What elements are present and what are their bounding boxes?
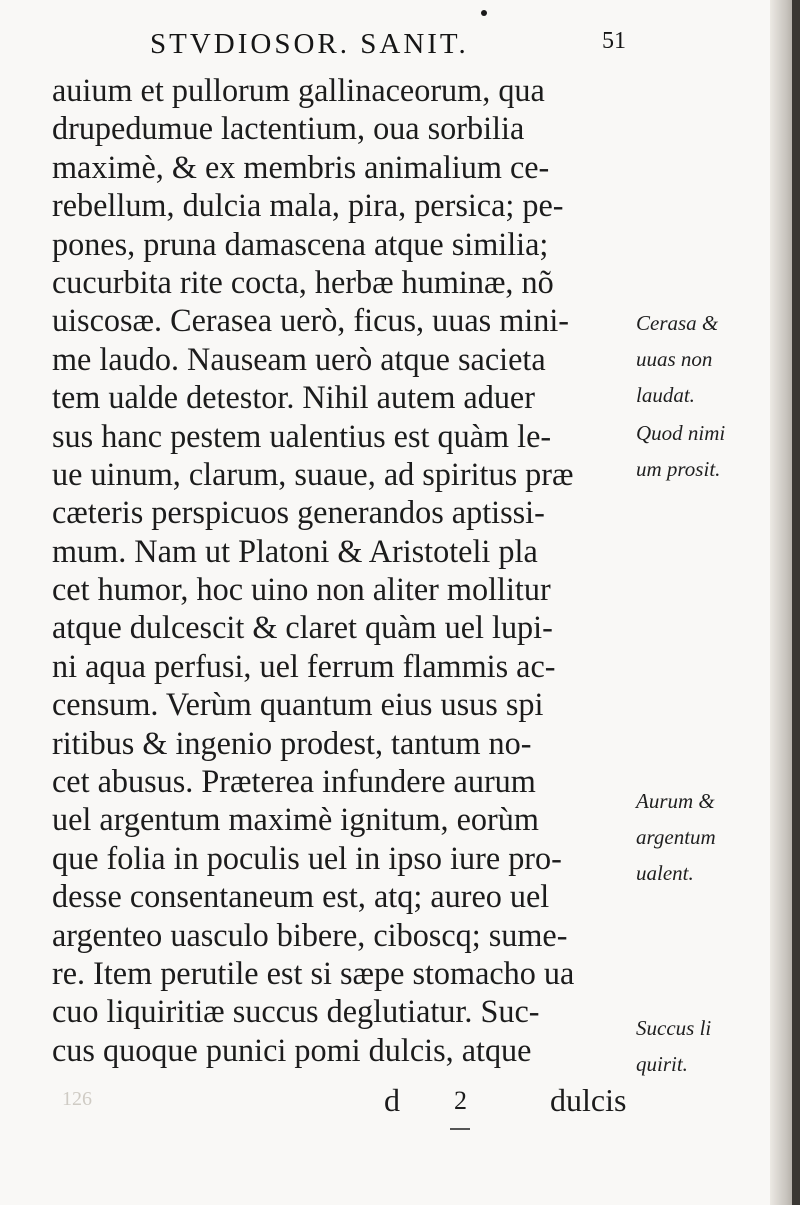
folio-number: 51	[602, 28, 626, 54]
text-line: atque dulcescit & claret quàm uel lupi-	[52, 610, 553, 647]
note-line: Aurum &	[636, 789, 715, 813]
text-line: cæteris perspicuos generandos aptissi-	[52, 495, 545, 532]
text-line: rebellum, dulcia mala, pira, persica; pe-	[52, 188, 564, 225]
marginal-note	[636, 1010, 711, 1082]
note-line: Quod nimi	[636, 421, 726, 445]
text-line: ni aqua perfusi, uel ferrum flammis ac-	[52, 648, 556, 685]
marginal-note	[636, 415, 725, 487]
note-line: Cerasa &	[636, 311, 719, 335]
signature-number: 2	[454, 1086, 467, 1115]
text-line: uiscosæ. Cerasea uerò, ficus, uuas mini-	[52, 303, 569, 340]
ink-dot	[481, 10, 487, 16]
text-line: re. Item perutile est si sæpe stomacho ua	[52, 955, 575, 992]
text-line: censum. Verùm quantum eius usus spi	[52, 687, 544, 724]
text-line: cus quoque punici pomi dulcis, atque	[52, 1032, 532, 1069]
text-line: drupedumue lactentium, oua sorbilia	[52, 111, 525, 148]
page-edge	[792, 0, 800, 1205]
text-line: sus hanc pestem ualentius est quàm le-	[52, 418, 552, 455]
marginal-note	[636, 783, 716, 891]
faint-mark: 126	[62, 1088, 92, 1110]
running-title: STVDIOSOR. SANIT.	[150, 28, 469, 60]
main-text-block	[52, 72, 632, 1070]
note-line: um prosit.	[636, 457, 721, 481]
text-line: tem ualde detestor. Nihil autem aduer	[52, 380, 535, 417]
text-line: argenteo uasculo bibere, ciboscq; sume-	[52, 917, 568, 954]
text-line: desse consentaneum est, atq; aureo uel	[52, 879, 550, 916]
note-line: ualent.	[636, 861, 694, 885]
note-line: argentum	[636, 825, 716, 849]
text-line: me laudo. Nauseam uerò atque sacieta	[52, 341, 546, 378]
catchword: dulcis	[550, 1082, 627, 1118]
text-line: que folia in poculis uel in ipso iure pro-	[52, 840, 562, 877]
text-line: cuo liquiritiæ succus deglutiatur. Suc-	[52, 994, 540, 1031]
text-line: maximè, & ex membris animalium ce-	[52, 149, 550, 186]
text-line: mum. Nam ut Platoni & Aristoteli pla	[52, 533, 538, 570]
signature-letter: d	[384, 1082, 400, 1118]
text-line: uel argentum maximè ignitum, eorùm	[52, 802, 539, 839]
text-line: pones, pruna damascena atque similia;	[52, 226, 549, 263]
note-line: laudat.	[636, 383, 695, 407]
note-line: Succus li	[636, 1016, 712, 1040]
note-line: quirit.	[636, 1052, 688, 1076]
text-line: cucurbita rite cocta, herbæ huminæ, nõ	[52, 264, 554, 301]
footer-rule	[450, 1128, 470, 1130]
text-line: auium et pullorum gallinaceorum, qua	[52, 73, 545, 109]
text-line: ritibus & ingenio prodest, tantum no-	[52, 725, 532, 762]
note-line: uuas non	[636, 347, 713, 371]
marginal-note	[636, 305, 718, 413]
text-line: cet abusus. Præterea infundere aurum	[52, 764, 536, 801]
text-line: ue uinum, clarum, suaue, ad spiritus præ	[52, 456, 574, 493]
text-line: cet humor, hoc uino non aliter mollitur	[52, 572, 551, 609]
